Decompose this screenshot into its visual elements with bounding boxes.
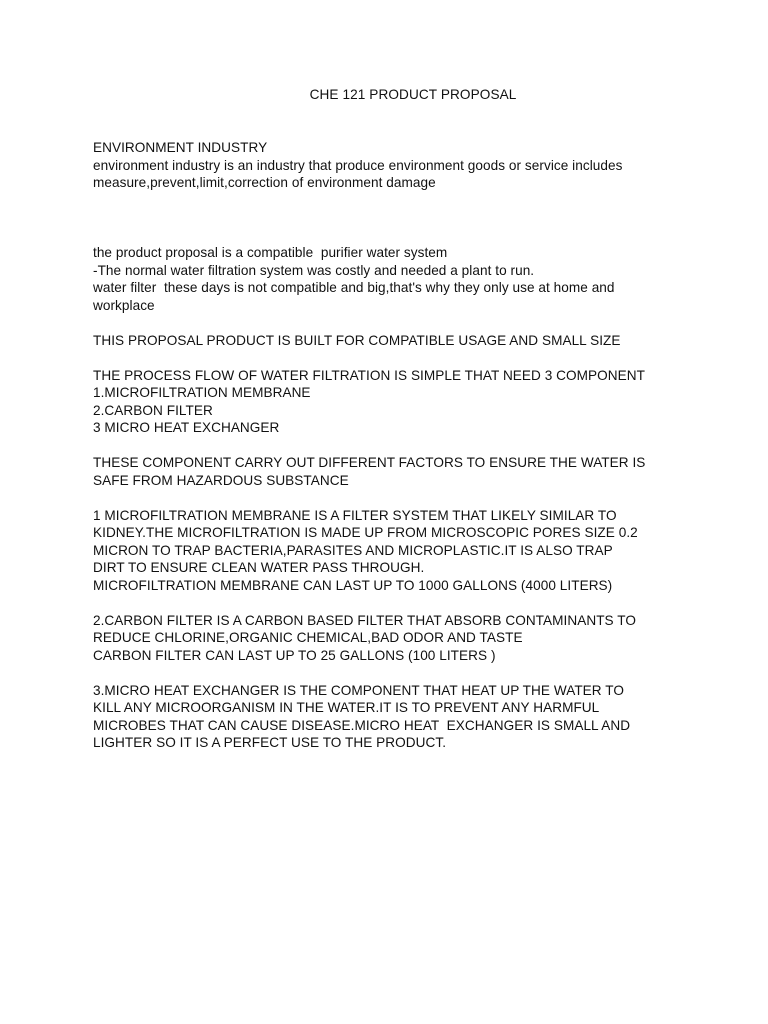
paragraph-line: 2.CARBON FILTER IS A CARBON BASED FILTER THAT ABSORB CONTAMINANTS TO bbox=[93, 612, 636, 628]
spacer bbox=[93, 192, 693, 245]
section-heading: ENVIRONMENT INDUSTRY bbox=[93, 140, 268, 155]
section-environment-industry bbox=[93, 139, 693, 192]
paragraph-line: environment industry is an industry that produce environment goods or service includes bbox=[93, 157, 623, 173]
paragraph-line: DIRT TO ENSURE CLEAN WATER PASS THROUGH. bbox=[93, 560, 425, 575]
spacer bbox=[93, 594, 693, 612]
spacer bbox=[93, 489, 693, 507]
section-microfiltration bbox=[93, 507, 693, 595]
spacer bbox=[93, 664, 693, 682]
paragraph-line: REDUCE CHLORINE,ORGANIC CHEMICAL,BAD ODOR AND TASTE bbox=[93, 630, 523, 645]
paragraph-line: -The normal water filtration system was costly and needed a plant to run. bbox=[93, 262, 535, 278]
section-proposal-intro bbox=[93, 244, 693, 314]
list-item: 3 MICRO HEAT EXCHANGER bbox=[93, 420, 280, 435]
paragraph-line: CARBON FILTER CAN LAST UP TO 25 GALLONS (100 LITERS ) bbox=[93, 647, 496, 663]
paragraph-line: MICROBES THAT CAN CAUSE DISEASE.MICRO HEAT EXCHANGER IS SMALL AND bbox=[93, 717, 631, 733]
paragraph-line: THESE COMPONENT CARRY OUT DIFFERENT FACTORS TO ENSURE THE WATER IS bbox=[93, 455, 646, 470]
paragraph-line: 3.MICRO HEAT EXCHANGER IS THE COMPONENT THAT HEAT UP THE WATER TO bbox=[93, 682, 624, 698]
spacer bbox=[93, 437, 693, 455]
document-title: CHE 121 PRODUCT PROPOSAL bbox=[309, 87, 517, 102]
document-body bbox=[93, 139, 693, 752]
paragraph-line: the product proposal is a compatible purifier water system bbox=[93, 245, 448, 260]
paragraph-line: THIS PROPOSAL PRODUCT IS BUILT FOR COMPATIBLE USAGE AND SMALL SIZE bbox=[93, 332, 621, 348]
paragraph-line: MICRON TO TRAP BACTERIA,PARASITES AND MICROPLASTIC.IT IS ALSO TRAP bbox=[93, 542, 613, 558]
paragraph-line: SAFE FROM HAZARDOUS SUBSTANCE bbox=[93, 472, 349, 488]
paragraph-line: measure,prevent,limit,correction of environment damage bbox=[93, 175, 436, 190]
paragraph-line: THE PROCESS FLOW OF WATER FILTRATION IS SIMPLE THAT NEED 3 COMPONENT bbox=[93, 367, 645, 383]
section-process-flow bbox=[93, 367, 693, 437]
paragraph-line: MICROFILTRATION MEMBRANE CAN LAST UP TO 1000 GALLONS (4000 LITERS) bbox=[93, 577, 613, 593]
paragraph-line: 1 MICROFILTRATION MEMBRANE IS A FILTER SYSTEM THAT LIKELY SIMILAR TO bbox=[93, 507, 617, 523]
paragraph-line: water filter these days is not compatible and big,that's why they only use at home and bbox=[93, 280, 615, 295]
paragraph-line: KIDNEY.THE MICROFILTRATION IS MADE UP FROM MICROSCOPIC PORES SIZE 0.2 bbox=[93, 525, 638, 540]
spacer bbox=[93, 349, 693, 367]
section-built-for bbox=[93, 332, 693, 350]
paragraph-line: KILL ANY MICROORGANISM IN THE WATER.IT IS TO PREVENT ANY HARMFUL bbox=[93, 700, 600, 715]
list-item: 1.MICROFILTRATION MEMBRANE bbox=[93, 385, 311, 400]
list-item: 2.CARBON FILTER bbox=[93, 402, 213, 418]
section-factors bbox=[93, 454, 693, 489]
paragraph-line: workplace bbox=[93, 297, 155, 313]
paragraph-line: LIGHTER SO IT IS A PERFECT USE TO THE PRODUCT. bbox=[93, 735, 447, 750]
section-carbon-filter bbox=[93, 612, 693, 665]
section-heat-exchanger bbox=[93, 682, 693, 752]
spacer bbox=[93, 314, 693, 332]
